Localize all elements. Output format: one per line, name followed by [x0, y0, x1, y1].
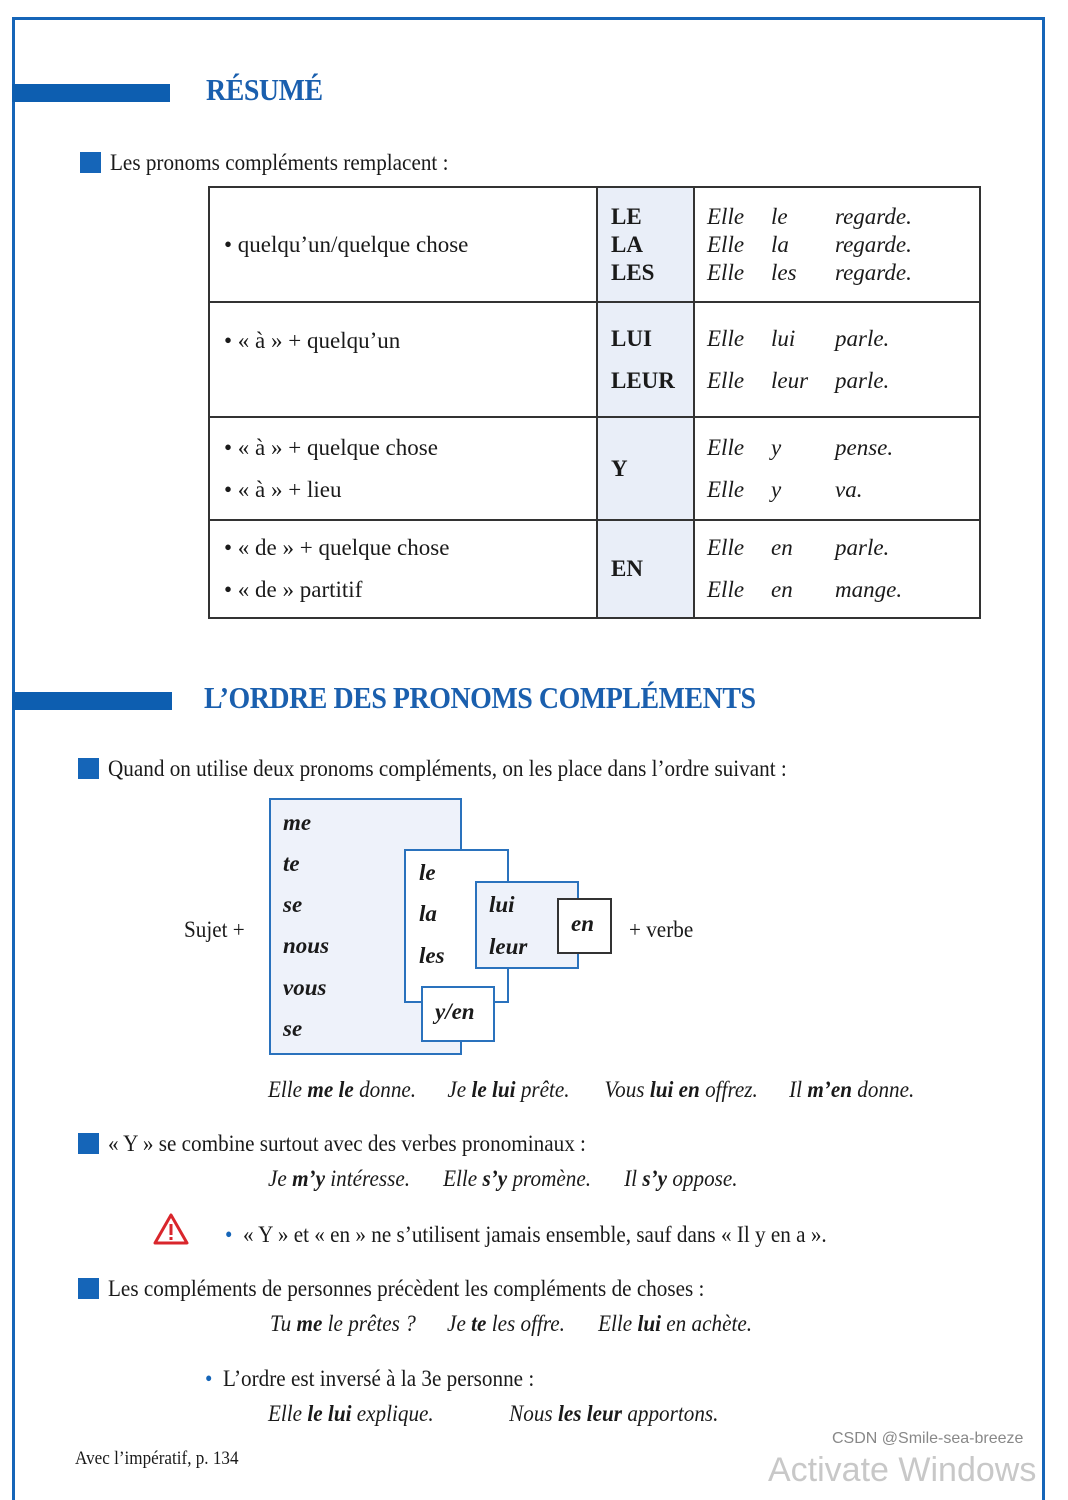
examples-line-2: Je m’y intéresse. Elle s’y promène. Il s’y oppose. [268, 1166, 738, 1191]
bullet-square [78, 1278, 99, 1299]
pronoun: Y [611, 455, 628, 481]
bullet-dot: • [225, 1222, 233, 1247]
table-row [209, 187, 980, 302]
example: Elle leur parle. [707, 367, 890, 393]
section-title-ordre: L’ORDRE DES PRONOMS COMPLÉMENTS [204, 680, 756, 715]
replaced-item: • « à » + lieu [224, 476, 342, 502]
pronoun-word: le [419, 860, 436, 885]
pronoun-word: leur [489, 934, 528, 959]
pronoun: LA [611, 231, 643, 257]
personnes-rule: Les compléments de personnes précèdent les compléments de choses : [108, 1276, 705, 1301]
table-row [209, 520, 980, 618]
pronoun-word: se [283, 1016, 303, 1041]
section-title-resume: RÉSUMÉ [206, 72, 323, 107]
y-rule: « Y » se combine surtout avec des verbes pronominaux : [108, 1131, 586, 1156]
pronoun: LES [611, 259, 655, 285]
inverse-rule: • L’ordre est inversé à la 3e personne : [205, 1366, 535, 1391]
pronoun-word: me [283, 810, 312, 835]
warning-icon [153, 1212, 189, 1246]
example: Elle y pense. [707, 434, 894, 460]
pronoun: EN [611, 556, 643, 581]
pronoun-word: te [283, 851, 300, 876]
example: Elle le regarde. [707, 203, 912, 229]
replaced-item: • « de » + quelque chose [224, 535, 450, 560]
example: Elle la regarde. [707, 231, 912, 257]
table-row [209, 417, 980, 520]
pronoun-word: nous [283, 933, 330, 958]
csdn-watermark: CSDN @Smile-sea-breeze [832, 1430, 1024, 1447]
pronoun-word: lui [489, 892, 515, 917]
bullet-square [78, 758, 99, 779]
pronoun: LUI [611, 325, 652, 351]
pronoun: LEUR [611, 367, 675, 393]
pronoun-word: se [283, 892, 303, 917]
pronoun: LE [611, 203, 642, 229]
bullet-square [78, 1133, 99, 1154]
resume-intro: Les pronoms compléments remplacent : [110, 150, 449, 175]
pronoun-word: la [419, 901, 437, 926]
pronoun-word: y/en [435, 999, 475, 1024]
example: Elle lui parle. [707, 325, 890, 351]
replaced-item: • « à » + quelque chose [224, 434, 438, 460]
pronoun-word: en [571, 911, 594, 936]
pronoun-table [208, 186, 981, 619]
pronoun-word: vous [283, 975, 327, 1000]
replaced-item: • quelqu’un/quelque chose [224, 231, 469, 257]
section-bar [12, 84, 170, 102]
replaced-item: • « à » + quelqu’un [224, 328, 401, 353]
example: Elle en parle. [707, 535, 890, 560]
sujet-label: Sujet + [184, 917, 245, 942]
verbe-label: + verbe [629, 917, 694, 942]
table-row [209, 302, 980, 417]
warning-text: • « Y » et « en » ne s’utilisent jamais ensemble, sauf dans « Il y en a ». [225, 1222, 827, 1247]
bullet-dot: • [205, 1366, 213, 1391]
footer-reference: Avec l’impératif, p. 134 [75, 1448, 239, 1469]
replaced-item: • « de » partitif [224, 577, 363, 602]
examples-line-4: Elle le lui explique. Nous les leur apportons. [268, 1401, 719, 1426]
example: Elle les regarde. [707, 259, 912, 285]
example: Elle en mange. [707, 577, 903, 602]
examples-line-3: Tu me le prêtes ? Je te les offre. Elle lui en achète. [270, 1311, 753, 1336]
activate-windows-watermark: Activate Windows [768, 1451, 1037, 1489]
bullet-square [80, 152, 101, 173]
pronoun-word: les [419, 943, 445, 968]
example: Elle y va. [707, 476, 863, 502]
ordre-intro: Quand on utilise deux pronoms compléments, on les place dans l’ordre suivant : [108, 756, 787, 781]
section-bar [12, 692, 172, 710]
examples-line-1: Elle me le donne. Je le lui prête. Vous lui en offrez. Il m’en donne. [268, 1077, 915, 1102]
